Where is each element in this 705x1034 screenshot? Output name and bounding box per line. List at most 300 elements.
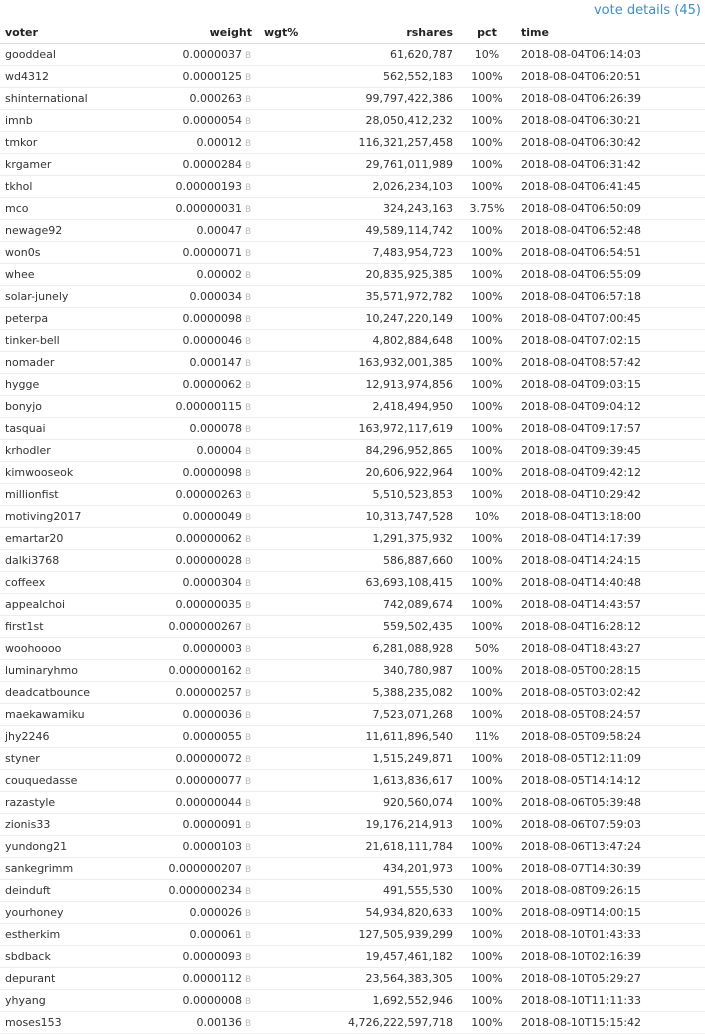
weight-unit-icon: B [245, 271, 252, 281]
weight-unit-icon: B [245, 887, 252, 897]
rshares-cell: 116,321,257,458 [304, 132, 461, 154]
rshares-cell: 163,972,117,619 [304, 418, 461, 440]
weight-value: 0.000000234 [168, 884, 242, 897]
pct-cell: 100% [461, 308, 513, 330]
time-cell: 2018-08-04T06:52:48 [513, 220, 705, 242]
weight-cell [128, 462, 254, 484]
weight-unit-icon: B [245, 183, 252, 193]
weight-unit-icon: B [245, 843, 252, 853]
table-row [0, 880, 705, 902]
table-row [0, 638, 705, 660]
table-row [0, 66, 705, 88]
table-row [0, 242, 705, 264]
rshares-cell: 19,457,461,182 [304, 946, 461, 968]
voter-link[interactable]: peterpa [0, 308, 128, 330]
weight-unit-icon: B [245, 667, 252, 677]
voter-link[interactable]: yundong21 [0, 836, 128, 858]
weight-cell [128, 374, 254, 396]
table-row [0, 616, 705, 638]
voter-link[interactable]: tmkor [0, 132, 128, 154]
weight-unit-icon: B [245, 293, 252, 303]
weight-cell [128, 770, 254, 792]
rshares-cell: 10,247,220,149 [304, 308, 461, 330]
wgt-pct-cell [254, 858, 304, 880]
weight-cell [128, 418, 254, 440]
rshares-cell: 163,932,001,385 [304, 352, 461, 374]
weight-value: 0.00000115 [175, 400, 242, 413]
rshares-cell: 35,571,972,782 [304, 286, 461, 308]
weight-cell [128, 990, 254, 1012]
voter-link[interactable]: kimwooseok [0, 462, 128, 484]
voter-link[interactable]: millionfist [0, 484, 128, 506]
table-row [0, 770, 705, 792]
time-cell: 2018-08-04T08:57:42 [513, 352, 705, 374]
rshares-cell: 7,483,954,723 [304, 242, 461, 264]
weight-unit-icon: B [245, 557, 252, 567]
table-row [0, 374, 705, 396]
weight-value: 0.000147 [189, 356, 242, 369]
time-cell: 2018-08-04T09:17:57 [513, 418, 705, 440]
weight-value: 0.00012 [196, 136, 242, 149]
weight-value: 0.00004 [196, 444, 242, 457]
voter-link[interactable]: motiving2017 [0, 506, 128, 528]
voter-link[interactable]: nomader [0, 352, 128, 374]
voter-link[interactable]: whee [0, 264, 128, 286]
table-row [0, 286, 705, 308]
weight-value: 0.0000003 [182, 642, 242, 655]
weight-cell [128, 242, 254, 264]
weight-value: 0.00000257 [175, 686, 242, 699]
weight-cell [128, 924, 254, 946]
table-row [0, 660, 705, 682]
pct-cell: 100% [461, 990, 513, 1012]
table-row [0, 594, 705, 616]
voter-link[interactable]: first1st [0, 616, 128, 638]
weight-cell [128, 748, 254, 770]
time-cell: 2018-08-04T18:43:27 [513, 638, 705, 660]
rshares-cell: 491,555,530 [304, 880, 461, 902]
weight-cell [128, 880, 254, 902]
weight-cell [128, 704, 254, 726]
weight-value: 0.00002 [196, 268, 242, 281]
weight-unit-icon: B [245, 425, 252, 435]
pct-cell: 100% [461, 374, 513, 396]
table-row [0, 110, 705, 132]
weight-cell [128, 110, 254, 132]
wgt-pct-cell [254, 462, 304, 484]
time-cell: 2018-08-10T11:11:33 [513, 990, 705, 1012]
weight-unit-icon: B [245, 51, 252, 61]
weight-unit-icon: B [245, 777, 252, 787]
voter-link[interactable]: bonyjo [0, 396, 128, 418]
weight-cell [128, 528, 254, 550]
weight-value: 0.000026 [189, 906, 242, 919]
weight-cell [128, 572, 254, 594]
voter-link[interactable]: mco [0, 198, 128, 220]
weight-unit-icon: B [245, 645, 252, 655]
rshares-cell: 63,693,108,415 [304, 572, 461, 594]
table-row [0, 132, 705, 154]
weight-value: 0.0000008 [182, 994, 242, 1007]
wgt-pct-cell [254, 66, 304, 88]
voter-link[interactable]: krgamer [0, 154, 128, 176]
voter-link[interactable]: razastyle [0, 792, 128, 814]
voter-link[interactable]: newage92 [0, 220, 128, 242]
weight-unit-icon: B [245, 447, 252, 457]
weight-unit-icon: B [245, 403, 252, 413]
rshares-cell: 23,564,383,305 [304, 968, 461, 990]
pct-cell: 100% [461, 220, 513, 242]
weight-cell [128, 484, 254, 506]
voter-link[interactable]: zionis33 [0, 814, 128, 836]
weight-unit-icon: B [245, 953, 252, 963]
weight-cell [128, 286, 254, 308]
table-row [0, 946, 705, 968]
voter-link[interactable]: solar-junely [0, 286, 128, 308]
table-row [0, 792, 705, 814]
wgt-pct-cell [254, 286, 304, 308]
weight-unit-icon: B [245, 95, 252, 105]
weight-cell [128, 66, 254, 88]
wgt-pct-cell [254, 110, 304, 132]
weight-unit-icon: B [245, 579, 252, 589]
weight-value: 0.000061 [189, 928, 242, 941]
table-row [0, 924, 705, 946]
pct-cell: 100% [461, 660, 513, 682]
voter-link[interactable]: estherkim [0, 924, 128, 946]
voter-link[interactable]: wd4312 [0, 66, 128, 88]
time-cell: 2018-08-10T05:29:27 [513, 968, 705, 990]
voter-link[interactable]: hygge [0, 374, 128, 396]
weight-value: 0.00000072 [175, 752, 242, 765]
column-header-time[interactable]: time [513, 22, 705, 44]
weight-value: 0.00000031 [175, 202, 242, 215]
weight-value: 0.0000071 [182, 246, 242, 259]
time-cell: 2018-08-05T12:11:09 [513, 748, 705, 770]
pct-cell: 100% [461, 176, 513, 198]
pct-cell: 100% [461, 418, 513, 440]
pct-cell: 100% [461, 440, 513, 462]
voter-link[interactable]: tinker-bell [0, 330, 128, 352]
time-cell: 2018-08-04T16:28:12 [513, 616, 705, 638]
voter-link[interactable]: appealchoi [0, 594, 128, 616]
weight-cell [128, 44, 254, 66]
voter-link[interactable]: maekawamiku [0, 704, 128, 726]
weight-value: 0.000000207 [168, 862, 242, 875]
rshares-cell: 2,418,494,950 [304, 396, 461, 418]
wgt-pct-cell [254, 418, 304, 440]
pct-cell: 100% [461, 154, 513, 176]
rshares-cell: 20,606,922,964 [304, 462, 461, 484]
weight-cell [128, 396, 254, 418]
weight-cell [128, 550, 254, 572]
time-cell: 2018-08-04T07:02:15 [513, 330, 705, 352]
vote-details-link[interactable]: vote details (45) [593, 3, 701, 18]
weight-unit-icon: B [245, 469, 252, 479]
rshares-cell: 2,026,234,103 [304, 176, 461, 198]
time-cell: 2018-08-06T07:59:03 [513, 814, 705, 836]
weight-unit-icon: B [245, 931, 252, 941]
wgt-pct-cell [254, 880, 304, 902]
pct-cell: 100% [461, 286, 513, 308]
table-row [0, 902, 705, 924]
voter-link[interactable]: styner [0, 748, 128, 770]
weight-unit-icon: B [245, 755, 252, 765]
voter-link[interactable]: shinternational [0, 88, 128, 110]
weight-unit-icon: B [245, 535, 252, 545]
time-cell: 2018-08-09T14:00:15 [513, 902, 705, 924]
voter-link[interactable]: coffeex [0, 572, 128, 594]
rshares-cell: 99,797,422,386 [304, 88, 461, 110]
wgt-pct-cell [254, 748, 304, 770]
table-row [0, 396, 705, 418]
rshares-cell: 20,835,925,385 [304, 264, 461, 286]
pct-cell: 100% [461, 110, 513, 132]
rshares-cell: 559,502,435 [304, 616, 461, 638]
weight-unit-icon: B [245, 227, 252, 237]
weight-value: 0.0000055 [182, 730, 242, 743]
weight-value: 0.0000093 [182, 950, 242, 963]
weight-value: 0.0000098 [182, 312, 242, 325]
pct-cell: 100% [461, 352, 513, 374]
voter-link[interactable]: sankegrimm [0, 858, 128, 880]
weight-unit-icon: B [245, 337, 252, 347]
pct-cell: 11% [461, 726, 513, 748]
weight-cell [128, 264, 254, 286]
rshares-cell: 4,726,222,597,718 [304, 1012, 461, 1034]
weight-cell [128, 220, 254, 242]
pct-cell: 100% [461, 946, 513, 968]
weight-value: 0.0000054 [182, 114, 242, 127]
rshares-cell: 21,618,111,784 [304, 836, 461, 858]
wgt-pct-cell [254, 902, 304, 924]
wgt-pct-cell [254, 990, 304, 1012]
time-cell: 2018-08-07T14:30:39 [513, 858, 705, 880]
weight-value: 0.00000028 [175, 554, 242, 567]
time-cell: 2018-08-04T06:55:09 [513, 264, 705, 286]
wgt-pct-cell [254, 946, 304, 968]
column-header-pct[interactable]: pct [461, 22, 513, 44]
time-cell: 2018-08-06T13:47:24 [513, 836, 705, 858]
weight-cell [128, 330, 254, 352]
voter-link[interactable]: depurant [0, 968, 128, 990]
table-row [0, 264, 705, 286]
pct-cell: 100% [461, 770, 513, 792]
weight-unit-icon: B [245, 73, 252, 83]
column-header-rshares[interactable]: rshares [304, 22, 461, 44]
wgt-pct-cell [254, 198, 304, 220]
weight-value: 0.00000044 [175, 796, 242, 809]
pct-cell: 100% [461, 924, 513, 946]
voter-link[interactable]: woohoooo [0, 638, 128, 660]
voter-link[interactable]: dalki3768 [0, 550, 128, 572]
table-row [0, 330, 705, 352]
voter-link[interactable]: deinduft [0, 880, 128, 902]
weight-unit-icon: B [245, 711, 252, 721]
time-cell: 2018-08-04T09:39:45 [513, 440, 705, 462]
rshares-cell: 742,089,674 [304, 594, 461, 616]
voter-link[interactable]: couquedasse [0, 770, 128, 792]
weight-cell [128, 858, 254, 880]
rshares-cell: 11,611,896,540 [304, 726, 461, 748]
table-row [0, 836, 705, 858]
time-cell: 2018-08-04T06:50:09 [513, 198, 705, 220]
table-header-row [0, 22, 705, 44]
weight-cell [128, 660, 254, 682]
column-header-weight[interactable]: weight [128, 22, 254, 44]
weight-unit-icon: B [245, 689, 252, 699]
time-cell: 2018-08-06T05:39:48 [513, 792, 705, 814]
rshares-cell: 5,388,235,082 [304, 682, 461, 704]
weight-value: 0.00136 [196, 1016, 242, 1029]
voter-link[interactable]: yourhoney [0, 902, 128, 924]
pct-cell: 100% [461, 616, 513, 638]
weight-unit-icon: B [245, 821, 252, 831]
rshares-cell: 1,613,836,617 [304, 770, 461, 792]
voter-link[interactable]: krhodler [0, 440, 128, 462]
time-cell: 2018-08-10T15:15:42 [513, 1012, 705, 1034]
time-cell: 2018-08-04T06:41:45 [513, 176, 705, 198]
weight-cell [128, 154, 254, 176]
weight-cell [128, 902, 254, 924]
wgt-pct-cell [254, 396, 304, 418]
weight-unit-icon: B [245, 513, 252, 523]
voter-link[interactable]: jhy2246 [0, 726, 128, 748]
rshares-cell: 54,934,820,633 [304, 902, 461, 924]
weight-cell [128, 616, 254, 638]
wgt-pct-cell [254, 770, 304, 792]
table-row [0, 176, 705, 198]
wgt-pct-cell [254, 814, 304, 836]
voter-link[interactable]: won0s [0, 242, 128, 264]
wgt-pct-cell [254, 1012, 304, 1034]
pct-cell: 100% [461, 572, 513, 594]
weight-cell [128, 506, 254, 528]
weight-value: 0.0000037 [182, 48, 242, 61]
weight-value: 0.0000125 [182, 70, 242, 83]
weight-unit-icon: B [245, 205, 252, 215]
time-cell: 2018-08-04T10:29:42 [513, 484, 705, 506]
wgt-pct-cell [254, 88, 304, 110]
pct-cell: 100% [461, 704, 513, 726]
weight-value: 0.000000267 [168, 620, 242, 633]
wgt-pct-cell [254, 550, 304, 572]
voter-link[interactable]: imnb [0, 110, 128, 132]
pct-cell: 100% [461, 484, 513, 506]
table-row [0, 418, 705, 440]
wgt-pct-cell [254, 242, 304, 264]
voter-link[interactable]: emartar20 [0, 528, 128, 550]
pct-cell: 100% [461, 836, 513, 858]
table-row [0, 528, 705, 550]
wgt-pct-cell [254, 440, 304, 462]
rshares-cell: 28,050,412,232 [304, 110, 461, 132]
weight-cell [128, 726, 254, 748]
rshares-cell: 127,505,939,299 [304, 924, 461, 946]
weight-unit-icon: B [245, 117, 252, 127]
pct-cell: 100% [461, 528, 513, 550]
rshares-cell: 4,802,884,648 [304, 330, 461, 352]
wgt-pct-cell [254, 44, 304, 66]
wgt-pct-cell [254, 726, 304, 748]
table-row [0, 990, 705, 1012]
weight-value: 0.000078 [189, 422, 242, 435]
rshares-cell: 12,913,974,856 [304, 374, 461, 396]
table-row [0, 726, 705, 748]
voter-link[interactable]: yhyang [0, 990, 128, 1012]
rshares-cell: 1,692,552,946 [304, 990, 461, 1012]
table-row [0, 308, 705, 330]
table-row [0, 352, 705, 374]
weight-cell [128, 682, 254, 704]
pct-cell: 100% [461, 330, 513, 352]
table-row [0, 550, 705, 572]
weight-value: 0.0000284 [182, 158, 242, 171]
weight-unit-icon: B [245, 975, 252, 985]
wgt-pct-cell [254, 264, 304, 286]
column-header-voter[interactable]: voter [0, 22, 128, 44]
table-row [0, 748, 705, 770]
voter-link[interactable]: tkhol [0, 176, 128, 198]
rshares-cell: 6,281,088,928 [304, 638, 461, 660]
weight-unit-icon: B [245, 623, 252, 633]
rshares-cell: 324,243,163 [304, 198, 461, 220]
column-header-wgt-pct[interactable]: wgt% [254, 22, 304, 44]
rshares-cell: 49,589,114,742 [304, 220, 461, 242]
table-row [0, 440, 705, 462]
voter-link[interactable]: sbdback [0, 946, 128, 968]
weight-cell [128, 792, 254, 814]
pct-cell: 100% [461, 748, 513, 770]
pct-cell: 100% [461, 1012, 513, 1034]
wgt-pct-cell [254, 132, 304, 154]
pct-cell: 100% [461, 968, 513, 990]
rshares-cell: 5,510,523,853 [304, 484, 461, 506]
table-row [0, 44, 705, 66]
pct-cell: 10% [461, 506, 513, 528]
weight-value: 0.0000062 [182, 378, 242, 391]
voter-link[interactable]: luminaryhmo [0, 660, 128, 682]
pct-cell: 100% [461, 396, 513, 418]
voter-link[interactable]: gooddeal [0, 44, 128, 66]
pct-cell: 100% [461, 132, 513, 154]
pct-cell: 10% [461, 44, 513, 66]
table-row [0, 462, 705, 484]
pct-cell: 100% [461, 814, 513, 836]
weight-cell [128, 814, 254, 836]
weight-unit-icon: B [245, 315, 252, 325]
rshares-cell: 562,552,183 [304, 66, 461, 88]
time-cell: 2018-08-10T01:43:33 [513, 924, 705, 946]
wgt-pct-cell [254, 638, 304, 660]
rshares-cell: 340,780,987 [304, 660, 461, 682]
time-cell: 2018-08-04T09:04:12 [513, 396, 705, 418]
voter-link[interactable]: deadcatbounce [0, 682, 128, 704]
votes-table-body [0, 44, 705, 1034]
voter-link[interactable]: moses153 [0, 1012, 128, 1034]
wgt-pct-cell [254, 220, 304, 242]
wgt-pct-cell [254, 660, 304, 682]
pct-cell: 100% [461, 792, 513, 814]
wgt-pct-cell [254, 594, 304, 616]
weight-value: 0.0000304 [182, 576, 242, 589]
weight-unit-icon: B [245, 601, 252, 611]
voter-link[interactable]: tasquai [0, 418, 128, 440]
wgt-pct-cell [254, 704, 304, 726]
time-cell: 2018-08-05T00:28:15 [513, 660, 705, 682]
wgt-pct-cell [254, 616, 304, 638]
time-cell: 2018-08-04T09:42:12 [513, 462, 705, 484]
